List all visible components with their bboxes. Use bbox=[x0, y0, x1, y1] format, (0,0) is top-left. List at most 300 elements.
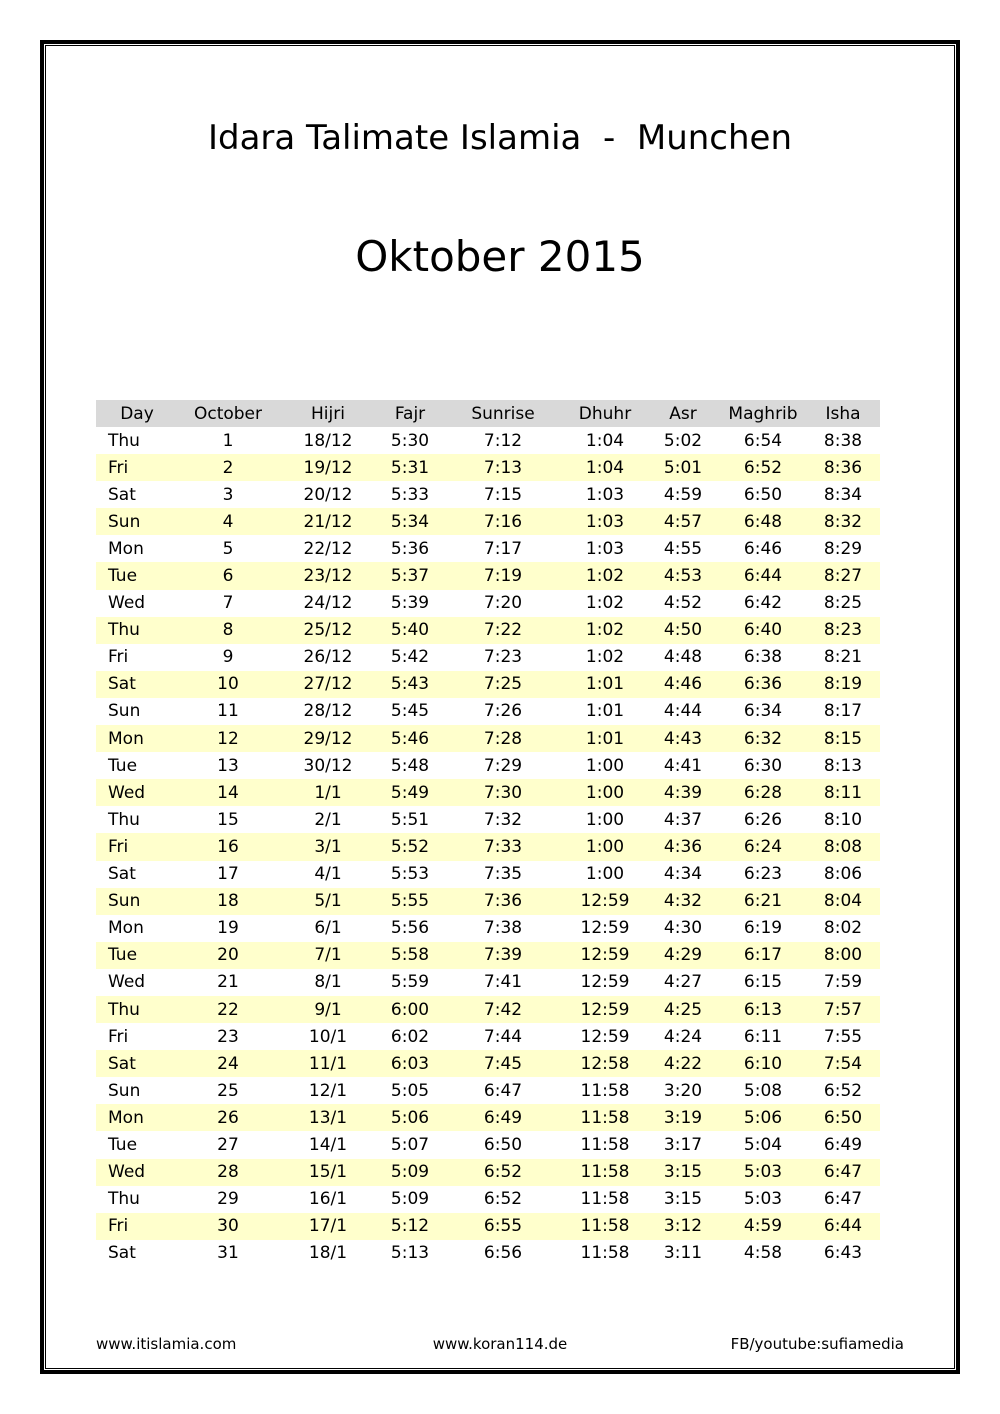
table-row bbox=[96, 562, 880, 589]
cell-maghrib-time: 6:42 bbox=[743, 593, 783, 614]
cell-isha-time: 8:38 bbox=[823, 430, 863, 451]
cell-hijri-date: 11/1 bbox=[278, 1050, 378, 1077]
cell-fajr-time: 5:48 bbox=[390, 755, 430, 776]
cell-fajr-time: 5:51 bbox=[390, 809, 430, 830]
cell-hijri-date: 24/12 bbox=[303, 593, 353, 614]
cell-day: Fri bbox=[96, 1213, 178, 1240]
cell-october-date: 15 bbox=[217, 809, 239, 830]
cell-maghrib-time: 6:13 bbox=[720, 996, 806, 1023]
cell-fajr-time: 5:37 bbox=[378, 562, 442, 589]
cell-hijri-date: 2/1 bbox=[314, 809, 342, 830]
cell-day: Wed bbox=[96, 1159, 178, 1186]
cell-maghrib-time: 6:48 bbox=[720, 508, 806, 535]
cell-maghrib-time: 6:32 bbox=[720, 725, 806, 752]
cell-october-date: 21 bbox=[217, 972, 239, 993]
cell-isha-time: 8:19 bbox=[806, 671, 880, 698]
footer-website-koran114: www.koran114.de bbox=[432, 1335, 568, 1353]
cell-isha-time: 7:59 bbox=[823, 972, 863, 993]
cell-day: Mon bbox=[96, 1104, 178, 1131]
cell-maghrib-time: 6:30 bbox=[743, 755, 783, 776]
table-row bbox=[96, 644, 880, 671]
cell-dhuhr-time: 11:58 bbox=[580, 1134, 630, 1155]
cell-dhuhr-time: 1:01 bbox=[564, 725, 646, 752]
cell-hijri-date: 3/1 bbox=[278, 833, 378, 860]
cell-dhuhr-time: 12:59 bbox=[564, 888, 646, 915]
cell-october-date: 14 bbox=[178, 779, 278, 806]
cell-asr-time: 4:36 bbox=[646, 833, 720, 860]
cell-isha-time: 8:06 bbox=[823, 864, 863, 885]
cell-dhuhr-time: 1:03 bbox=[585, 538, 625, 559]
cell-isha-time: 8:29 bbox=[823, 538, 863, 559]
cell-asr-time: 4:44 bbox=[663, 701, 703, 722]
cell-dhuhr-time: 1:03 bbox=[585, 484, 625, 505]
cell-october-date: 12 bbox=[178, 725, 278, 752]
table-row bbox=[96, 671, 880, 698]
cell-maghrib-time: 4:59 bbox=[720, 1213, 806, 1240]
cell-isha-time: 8:36 bbox=[806, 454, 880, 481]
cell-isha-time: 8:25 bbox=[823, 593, 863, 614]
cell-sunrise-time: 7:44 bbox=[483, 1026, 523, 1047]
cell-fajr-time: 5:09 bbox=[378, 1159, 442, 1186]
cell-isha-time: 7:57 bbox=[806, 996, 880, 1023]
cell-october-date: 19 bbox=[217, 918, 239, 939]
cell-dhuhr-time: 1:00 bbox=[564, 779, 646, 806]
table-row bbox=[96, 1240, 880, 1267]
cell-maghrib-time: 6:40 bbox=[720, 617, 806, 644]
cell-fajr-time: 5:42 bbox=[390, 647, 430, 668]
cell-maghrib-time: 6:54 bbox=[743, 430, 783, 451]
cell-asr-time: 4:32 bbox=[646, 888, 720, 915]
cell-fajr-time: 5:13 bbox=[390, 1243, 430, 1264]
cell-asr-time: 3:17 bbox=[663, 1134, 703, 1155]
cell-sunrise-time: 7:20 bbox=[483, 593, 523, 614]
cell-fajr-time: 5:06 bbox=[378, 1104, 442, 1131]
cell-asr-time: 3:15 bbox=[646, 1159, 720, 1186]
column-header-fajr: Fajr bbox=[378, 400, 442, 427]
organization-title: Idara Talimate Islamia - Munchen bbox=[207, 118, 792, 158]
cell-asr-time: 3:19 bbox=[646, 1104, 720, 1131]
table-row bbox=[96, 1213, 880, 1240]
cell-isha-time: 7:54 bbox=[806, 1050, 880, 1077]
cell-maghrib-time: 6:26 bbox=[743, 809, 783, 830]
cell-day: Sat bbox=[96, 671, 178, 698]
cell-sunrise-time: 7:13 bbox=[442, 454, 564, 481]
cell-day: Tue bbox=[108, 755, 138, 776]
cell-asr-time: 3:11 bbox=[663, 1243, 703, 1264]
cell-dhuhr-time: 1:01 bbox=[585, 701, 625, 722]
table-row bbox=[96, 915, 880, 942]
cell-hijri-date: 4/1 bbox=[314, 864, 342, 885]
table-row bbox=[96, 1050, 880, 1077]
table-row bbox=[96, 888, 880, 915]
cell-sunrise-time: 6:52 bbox=[442, 1159, 564, 1186]
cell-asr-time: 4:50 bbox=[646, 617, 720, 644]
cell-sunrise-time: 7:41 bbox=[483, 972, 523, 993]
cell-day: Thu bbox=[108, 430, 140, 451]
cell-fajr-time: 5:56 bbox=[390, 918, 430, 939]
cell-asr-time: 4:46 bbox=[646, 671, 720, 698]
cell-maghrib-time: 6:46 bbox=[743, 538, 783, 559]
cell-hijri-date: 7/1 bbox=[278, 942, 378, 969]
cell-hijri-date: 25/12 bbox=[278, 617, 378, 644]
cell-isha-time: 8:17 bbox=[823, 701, 863, 722]
cell-october-date: 30 bbox=[178, 1213, 278, 1240]
cell-asr-time: 4:41 bbox=[663, 755, 703, 776]
cell-october-date: 1 bbox=[222, 430, 234, 451]
cell-asr-time: 4:52 bbox=[663, 593, 703, 614]
cell-asr-time: 5:02 bbox=[663, 430, 703, 451]
cell-day: Tue bbox=[108, 1134, 138, 1155]
cell-day: Sun bbox=[96, 888, 178, 915]
cell-day: Fri bbox=[96, 833, 178, 860]
cell-october-date: 10 bbox=[178, 671, 278, 698]
cell-sunrise-time: 6:49 bbox=[442, 1104, 564, 1131]
table-row bbox=[96, 427, 880, 454]
cell-october-date: 22 bbox=[178, 996, 278, 1023]
column-header-maghrib: Maghrib bbox=[720, 400, 806, 427]
cell-day: Fri bbox=[96, 454, 178, 481]
cell-isha-time: 8:23 bbox=[806, 617, 880, 644]
cell-maghrib-time: 6:24 bbox=[720, 833, 806, 860]
cell-sunrise-time: 7:15 bbox=[483, 484, 523, 505]
cell-asr-time: 4:24 bbox=[663, 1026, 703, 1047]
cell-asr-time: 4:27 bbox=[663, 972, 703, 993]
month-title: Oktober 2015 bbox=[355, 232, 645, 281]
cell-october-date: 11 bbox=[217, 701, 239, 722]
cell-asr-time: 4:59 bbox=[663, 484, 703, 505]
cell-sunrise-time: 6:55 bbox=[442, 1213, 564, 1240]
cell-maghrib-time: 6:17 bbox=[720, 942, 806, 969]
cell-october-date: 7 bbox=[222, 593, 234, 614]
cell-sunrise-time: 7:17 bbox=[483, 538, 523, 559]
cell-sunrise-time: 7:36 bbox=[442, 888, 564, 915]
cell-day: Thu bbox=[96, 617, 178, 644]
cell-sunrise-time: 7:22 bbox=[442, 617, 564, 644]
cell-asr-time: 4:48 bbox=[663, 647, 703, 668]
cell-dhuhr-time: 11:58 bbox=[564, 1104, 646, 1131]
cell-october-date: 4 bbox=[178, 508, 278, 535]
cell-isha-time: 8:21 bbox=[823, 647, 863, 668]
cell-dhuhr-time: 11:58 bbox=[580, 1080, 630, 1101]
cell-maghrib-time: 5:08 bbox=[743, 1080, 783, 1101]
cell-hijri-date: 30/12 bbox=[303, 755, 353, 776]
cell-maghrib-time: 6:38 bbox=[743, 647, 783, 668]
table-row bbox=[96, 725, 880, 752]
cell-day: Mon bbox=[108, 538, 144, 559]
table-row bbox=[96, 942, 880, 969]
cell-october-date: 3 bbox=[222, 484, 234, 505]
cell-october-date: 2 bbox=[178, 454, 278, 481]
cell-day: Wed bbox=[96, 779, 178, 806]
cell-hijri-date: 26/12 bbox=[303, 647, 353, 668]
cell-fajr-time: 6:02 bbox=[390, 1026, 430, 1047]
table-row bbox=[96, 969, 880, 996]
cell-fajr-time: 5:43 bbox=[378, 671, 442, 698]
table-row bbox=[96, 454, 880, 481]
cell-fajr-time: 5:58 bbox=[378, 942, 442, 969]
table-row bbox=[96, 996, 880, 1023]
cell-dhuhr-time: 1:02 bbox=[585, 593, 625, 614]
cell-hijri-date: 19/12 bbox=[278, 454, 378, 481]
cell-fajr-time: 5:34 bbox=[378, 508, 442, 535]
table-row bbox=[96, 698, 880, 725]
cell-day: Sat bbox=[108, 864, 136, 885]
cell-fajr-time: 5:55 bbox=[378, 888, 442, 915]
cell-sunrise-time: 7:29 bbox=[483, 755, 523, 776]
cell-october-date: 25 bbox=[217, 1080, 239, 1101]
cell-asr-time: 4:57 bbox=[646, 508, 720, 535]
cell-maghrib-time: 6:23 bbox=[743, 864, 783, 885]
cell-hijri-date: 10/1 bbox=[308, 1026, 348, 1047]
footer-social-sufiamedia: FB/youtube:sufiamedia bbox=[730, 1335, 904, 1353]
cell-asr-time: 4:34 bbox=[663, 864, 703, 885]
footer-website-itislamia: www.itislamia.com bbox=[96, 1335, 237, 1353]
cell-october-date: 27 bbox=[217, 1134, 239, 1155]
cell-asr-time: 3:12 bbox=[646, 1213, 720, 1240]
cell-october-date: 24 bbox=[178, 1050, 278, 1077]
column-header-day: Day bbox=[96, 400, 178, 427]
cell-dhuhr-time: 1:00 bbox=[585, 809, 625, 830]
cell-dhuhr-time: 11:58 bbox=[580, 1243, 630, 1264]
column-header-asr: Asr bbox=[646, 400, 720, 427]
cell-isha-time: 6:50 bbox=[806, 1104, 880, 1131]
cell-day: Sun bbox=[96, 508, 178, 535]
cell-hijri-date: 21/12 bbox=[278, 508, 378, 535]
cell-october-date: 9 bbox=[222, 647, 234, 668]
cell-fajr-time: 5:59 bbox=[390, 972, 430, 993]
table-row bbox=[96, 779, 880, 806]
cell-isha-time: 6:43 bbox=[823, 1243, 863, 1264]
cell-sunrise-time: 6:47 bbox=[483, 1080, 523, 1101]
column-header-hijri: Hijri bbox=[278, 400, 378, 427]
cell-isha-time: 6:47 bbox=[806, 1159, 880, 1186]
cell-isha-time: 6:49 bbox=[823, 1134, 863, 1155]
cell-hijri-date: 12/1 bbox=[308, 1080, 348, 1101]
cell-maghrib-time: 6:10 bbox=[720, 1050, 806, 1077]
cell-day: Sat bbox=[96, 1050, 178, 1077]
cell-october-date: 17 bbox=[217, 864, 239, 885]
cell-sunrise-time: 7:39 bbox=[442, 942, 564, 969]
table-row bbox=[96, 752, 880, 779]
cell-day: Fri bbox=[108, 1026, 129, 1047]
cell-sunrise-time: 7:23 bbox=[483, 647, 523, 668]
cell-october-date: 16 bbox=[178, 833, 278, 860]
cell-sunrise-time: 7:30 bbox=[442, 779, 564, 806]
table-row bbox=[96, 806, 880, 833]
cell-fajr-time: 5:53 bbox=[390, 864, 430, 885]
cell-maghrib-time: 5:04 bbox=[743, 1134, 783, 1155]
cell-sunrise-time: 7:25 bbox=[442, 671, 564, 698]
table-row bbox=[96, 1131, 880, 1158]
cell-maghrib-time: 4:58 bbox=[743, 1243, 783, 1264]
cell-dhuhr-time: 1:00 bbox=[585, 864, 625, 885]
table-row bbox=[96, 833, 880, 860]
cell-asr-time: 3:20 bbox=[663, 1080, 703, 1101]
cell-hijri-date: 23/12 bbox=[278, 562, 378, 589]
cell-isha-time: 8:02 bbox=[823, 918, 863, 939]
cell-asr-time: 4:22 bbox=[646, 1050, 720, 1077]
table-row bbox=[96, 1104, 880, 1131]
table-row bbox=[96, 617, 880, 644]
cell-sunrise-time: 7:33 bbox=[442, 833, 564, 860]
cell-isha-time: 8:04 bbox=[806, 888, 880, 915]
cell-maghrib-time: 5:03 bbox=[743, 1189, 783, 1210]
cell-day: Sat bbox=[108, 1243, 136, 1264]
cell-maghrib-time: 6:44 bbox=[720, 562, 806, 589]
cell-day: Sun bbox=[108, 1080, 141, 1101]
cell-october-date: 28 bbox=[178, 1159, 278, 1186]
cell-maghrib-time: 5:06 bbox=[720, 1104, 806, 1131]
cell-isha-time: 8:08 bbox=[806, 833, 880, 860]
cell-maghrib-time: 6:19 bbox=[743, 918, 783, 939]
cell-asr-time: 4:37 bbox=[663, 809, 703, 830]
cell-october-date: 13 bbox=[217, 755, 239, 776]
cell-october-date: 23 bbox=[217, 1026, 239, 1047]
cell-hijri-date: 13/1 bbox=[278, 1104, 378, 1131]
cell-sunrise-time: 7:12 bbox=[483, 430, 523, 451]
cell-dhuhr-time: 11:58 bbox=[580, 1189, 630, 1210]
cell-isha-time: 8:11 bbox=[806, 779, 880, 806]
cell-hijri-date: 8/1 bbox=[314, 972, 342, 993]
cell-isha-time: 6:47 bbox=[823, 1189, 863, 1210]
cell-asr-time: 4:43 bbox=[646, 725, 720, 752]
cell-day: Thu bbox=[108, 809, 140, 830]
table-row bbox=[96, 590, 880, 617]
cell-hijri-date: 6/1 bbox=[314, 918, 342, 939]
cell-isha-time: 8:15 bbox=[806, 725, 880, 752]
cell-dhuhr-time: 1:01 bbox=[564, 671, 646, 698]
cell-maghrib-time: 6:36 bbox=[720, 671, 806, 698]
table-row bbox=[96, 1159, 880, 1186]
cell-october-date: 31 bbox=[217, 1243, 239, 1264]
cell-day: Sat bbox=[108, 484, 136, 505]
cell-dhuhr-time: 1:02 bbox=[585, 647, 625, 668]
cell-sunrise-time: 7:32 bbox=[483, 809, 523, 830]
cell-fajr-time: 6:03 bbox=[378, 1050, 442, 1077]
cell-maghrib-time: 5:03 bbox=[720, 1159, 806, 1186]
cell-fajr-time: 5:45 bbox=[390, 701, 430, 722]
cell-october-date: 29 bbox=[217, 1189, 239, 1210]
table-row bbox=[96, 1186, 880, 1213]
table-row bbox=[96, 1023, 880, 1050]
cell-dhuhr-time: 1:04 bbox=[564, 454, 646, 481]
cell-october-date: 6 bbox=[178, 562, 278, 589]
cell-dhuhr-time: 11:58 bbox=[564, 1159, 646, 1186]
cell-fajr-time: 5:49 bbox=[378, 779, 442, 806]
cell-hijri-date: 27/12 bbox=[278, 671, 378, 698]
cell-dhuhr-time: 12:59 bbox=[580, 972, 630, 993]
cell-day: Mon bbox=[96, 725, 178, 752]
cell-isha-time: 8:00 bbox=[806, 942, 880, 969]
cell-hijri-date: 16/1 bbox=[308, 1189, 348, 1210]
cell-isha-time: 8:10 bbox=[823, 809, 863, 830]
cell-day: Tue bbox=[96, 942, 178, 969]
cell-october-date: 5 bbox=[222, 538, 234, 559]
cell-maghrib-time: 6:28 bbox=[720, 779, 806, 806]
cell-fajr-time: 5:30 bbox=[390, 430, 430, 451]
cell-fajr-time: 5:33 bbox=[390, 484, 430, 505]
cell-asr-time: 5:01 bbox=[646, 454, 720, 481]
cell-asr-time: 3:15 bbox=[663, 1189, 703, 1210]
cell-october-date: 26 bbox=[178, 1104, 278, 1131]
cell-asr-time: 4:39 bbox=[646, 779, 720, 806]
cell-maghrib-time: 6:11 bbox=[743, 1026, 783, 1047]
cell-maghrib-time: 6:15 bbox=[743, 972, 783, 993]
cell-asr-time: 4:29 bbox=[646, 942, 720, 969]
cell-sunrise-time: 6:56 bbox=[483, 1243, 523, 1264]
cell-dhuhr-time: 1:02 bbox=[564, 562, 646, 589]
cell-sunrise-time: 7:42 bbox=[442, 996, 564, 1023]
cell-fajr-time: 5:40 bbox=[378, 617, 442, 644]
cell-hijri-date: 15/1 bbox=[278, 1159, 378, 1186]
cell-fajr-time: 5:39 bbox=[390, 593, 430, 614]
cell-sunrise-time: 7:16 bbox=[442, 508, 564, 535]
cell-day: Sun bbox=[108, 701, 141, 722]
cell-maghrib-time: 6:50 bbox=[743, 484, 783, 505]
cell-dhuhr-time: 1:04 bbox=[585, 430, 625, 451]
cell-asr-time: 4:53 bbox=[646, 562, 720, 589]
cell-day: Tue bbox=[96, 562, 178, 589]
cell-fajr-time: 5:31 bbox=[378, 454, 442, 481]
cell-hijri-date: 17/1 bbox=[278, 1213, 378, 1240]
cell-sunrise-time: 7:35 bbox=[483, 864, 523, 885]
cell-dhuhr-time: 12:59 bbox=[564, 996, 646, 1023]
cell-fajr-time: 5:36 bbox=[390, 538, 430, 559]
cell-october-date: 8 bbox=[178, 617, 278, 644]
cell-day: Fri bbox=[108, 647, 129, 668]
cell-fajr-time: 5:09 bbox=[390, 1189, 430, 1210]
cell-fajr-time: 6:00 bbox=[378, 996, 442, 1023]
cell-hijri-date: 9/1 bbox=[278, 996, 378, 1023]
cell-fajr-time: 5:12 bbox=[378, 1213, 442, 1240]
cell-sunrise-time: 7:45 bbox=[442, 1050, 564, 1077]
cell-asr-time: 4:25 bbox=[646, 996, 720, 1023]
cell-hijri-date: 28/12 bbox=[303, 701, 353, 722]
cell-dhuhr-time: 11:58 bbox=[564, 1213, 646, 1240]
cell-sunrise-time: 6:50 bbox=[483, 1134, 523, 1155]
cell-day: Thu bbox=[108, 1189, 140, 1210]
cell-dhuhr-time: 12:58 bbox=[564, 1050, 646, 1077]
prayer-timetable bbox=[96, 400, 880, 1267]
column-header-sunrise: Sunrise bbox=[442, 400, 564, 427]
table-header-row bbox=[96, 400, 880, 427]
cell-day: Wed bbox=[108, 593, 146, 614]
cell-dhuhr-time: 12:59 bbox=[580, 918, 630, 939]
cell-hijri-date: 20/12 bbox=[303, 484, 353, 505]
cell-isha-time: 8:34 bbox=[823, 484, 863, 505]
cell-dhuhr-time: 1:00 bbox=[585, 755, 625, 776]
cell-hijri-date: 18/12 bbox=[303, 430, 353, 451]
cell-dhuhr-time: 1:02 bbox=[564, 617, 646, 644]
cell-hijri-date: 18/1 bbox=[308, 1243, 348, 1264]
cell-hijri-date: 14/1 bbox=[308, 1134, 348, 1155]
cell-maghrib-time: 6:21 bbox=[720, 888, 806, 915]
cell-isha-time: 8:27 bbox=[806, 562, 880, 589]
cell-hijri-date: 5/1 bbox=[278, 888, 378, 915]
cell-isha-time: 8:32 bbox=[806, 508, 880, 535]
cell-october-date: 18 bbox=[178, 888, 278, 915]
table-row bbox=[96, 535, 880, 562]
cell-sunrise-time: 6:52 bbox=[483, 1189, 523, 1210]
cell-isha-time: 6:52 bbox=[823, 1080, 863, 1101]
cell-october-date: 20 bbox=[178, 942, 278, 969]
cell-fajr-time: 5:46 bbox=[378, 725, 442, 752]
cell-dhuhr-time: 1:03 bbox=[564, 508, 646, 535]
table-row bbox=[96, 1077, 880, 1104]
cell-asr-time: 4:30 bbox=[663, 918, 703, 939]
cell-isha-time: 8:13 bbox=[823, 755, 863, 776]
table-row bbox=[96, 508, 880, 535]
